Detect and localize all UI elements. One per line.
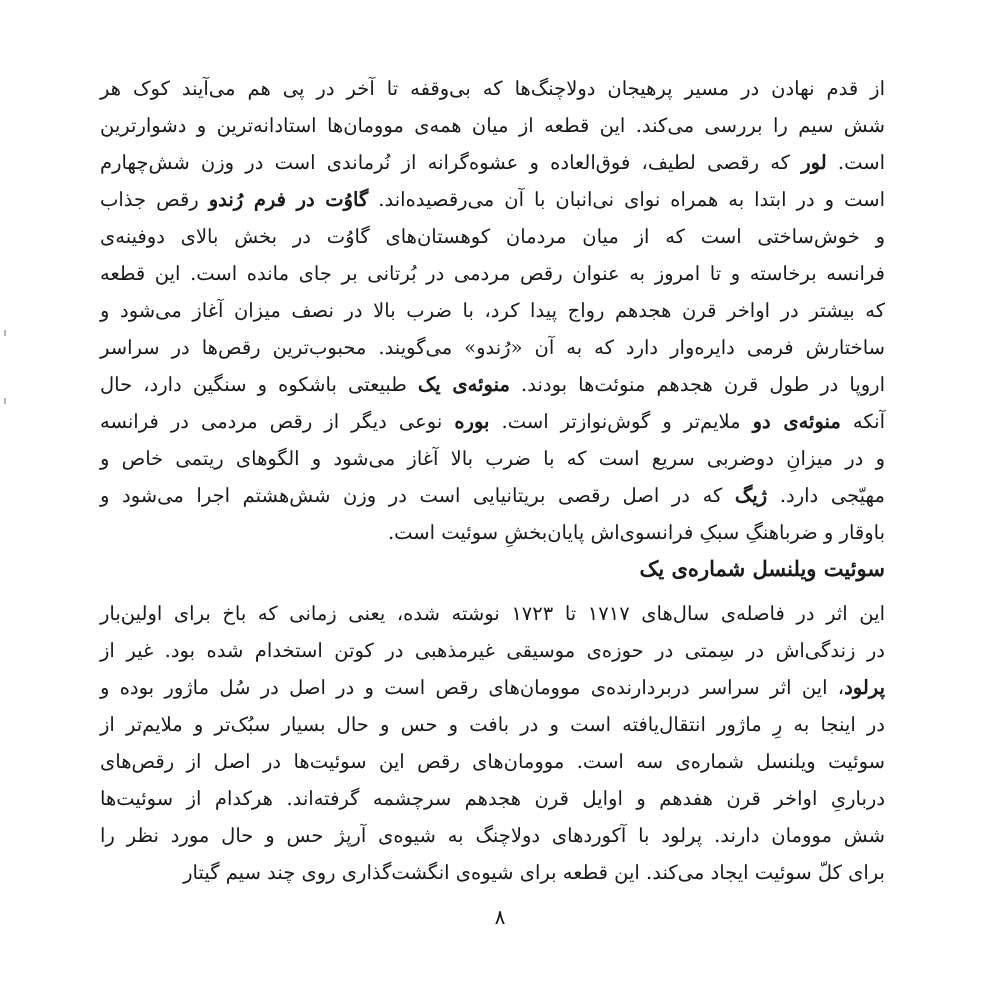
text-run: برای کلّ سوئیت ایجاد می‌کند. این قطعه برای شیوه‌ی انگشت‌گذاری روی چند سیم گیتار (183, 861, 885, 884)
text-line (100, 255, 885, 292)
text-line (100, 329, 885, 366)
text-run: اروپا در طول قرن هجدهم منوئت‌ها بودند. (509, 373, 886, 396)
text-line (100, 440, 885, 477)
text-line (100, 292, 885, 329)
text-run: است و در ابتدا به همراه نوای نی‌انبان با آن می‌رقصیده‌اند. (368, 188, 885, 211)
text-line (100, 107, 885, 144)
text-run: فرانسه برخاسته و تا امروز به عنوان رقص مردمی در بُرتانی بر جای مانده است. این قطعه (100, 262, 885, 285)
text-run: ساختارش فرمی دایره‌وار دارد که به آن «رُندو» می‌گویند. محبوب‌ترین رقص‌ها در سراسر (100, 336, 885, 359)
text-run: این اثر در فاصله‌ی سال‌های ۱۷۱۷ تا ۱۷۲۳ نوشته شده، یعنی زمانی که باخ برای اولین‌بار (100, 602, 885, 625)
text-run: و در میزانِ دوضربی سریع است که با ضرب بالا آغاز می‌شود و الگوهای ریتمی خاص و (100, 447, 885, 470)
text-run: که رقصی لطیف، فوق‌العاده و عشوه‌گرانه از نُرماندی است در وزن شش‌چهارم (100, 151, 802, 174)
text-run: در اینجا به رِ ماژور انتقال‌یافته است و در بافت و حس و حال بسیار سبُک‌تر و ملایم‌تر از (100, 713, 885, 736)
bold-term: منوئه‌ی دو (752, 410, 841, 433)
text-line (100, 743, 885, 780)
text-line (100, 854, 885, 891)
bold-term: ژیگ (734, 484, 768, 507)
bold-term: بوره (454, 410, 490, 433)
text-run: شش موومان دارند. پرلود با آکوردهای دولاچنگ به شیوه‌ی آرپژ حس و حال مورد نظر را (100, 824, 885, 847)
text-run: آنکه (840, 410, 885, 433)
text-run: رقص جذاب (100, 188, 209, 211)
text-line (100, 595, 885, 632)
section-heading: سوئیت ویلنسل شماره‌ی یک (639, 556, 885, 581)
text-run: از قدم نهادن در مسیر پرهیجان دولاچنگ‌ها که بی‌وقفه تا آخر در پی هم می‌آیند کوک هر (100, 77, 885, 100)
text-line (100, 144, 885, 181)
bold-term: پرلود (844, 676, 885, 699)
text-run: درباریِ اواخر قرن هفدهم و اوایل قرن هجدهم سرچشمه گرفته‌اند. هرکدام از سوئیت‌ها (100, 787, 885, 810)
text-run: ، این اثر سراسر دربردارنده‌ی موومان‌های رقص است و در اصل در سُل ماژور بوده و (100, 676, 845, 699)
text-run: در زندگی‌اش در سِمتی در حوزه‌ی موسیقی غیرمذهبی در کوتن استخدام شده بود. غیر از (100, 639, 885, 662)
bold-term: گاوُت در فرم رُندو (208, 188, 369, 211)
text-run: مهیّجی دارد. (767, 484, 885, 507)
text-run: ملایم‌تر و گوش‌نوازتر است. (489, 410, 753, 433)
text-run: است. (826, 151, 885, 174)
text-line (100, 817, 885, 854)
text-line (100, 218, 885, 255)
text-line (100, 780, 885, 817)
text-run: که در اصل رقصی بریتانیایی است در وزن شش‌هشتم اجرا می‌شود و (100, 484, 735, 507)
scan-margin-mark (4, 330, 6, 336)
text-run: باوقار و ضرباهنگِ سبکِ فرانسوی‌اش پایان‌بخشِ سوئیت است. (387, 521, 885, 544)
text-line (100, 477, 885, 514)
bold-term: لور (801, 151, 827, 174)
page-number: ۸ (494, 905, 506, 929)
text-line (100, 70, 885, 107)
bold-term: منوئه‌ی یک (417, 373, 510, 396)
text-run: و خوش‌ساختی است که از میان مردمان کوهستان‌های گاوُت در بخش بالای دوفینه‌ی (100, 225, 885, 248)
text-line (100, 706, 885, 743)
text-line (100, 366, 885, 403)
body-paragraph-2 (100, 595, 885, 891)
text-line (100, 632, 885, 669)
scan-margin-mark (4, 398, 6, 404)
text-line (100, 181, 885, 218)
text-run: سوئیت ویلنسل شماره‌ی سه است. موومان‌های رقص این سوئیت‌ها در اصل از رقص‌های (100, 750, 885, 773)
text-run: نوعی دیگر از رقص مردمی در فرانسه (100, 410, 455, 433)
text-run: که بیشتر در اواخر قرن هجدهم رواج پیدا کرد، با ضرب بالا در نصف میزان آغاز می‌شود و (100, 299, 885, 322)
text-run: شش سیم را بررسی می‌کند. این قطعه از میان همه‌ی موومان‌ها استادانه‌ترین و دشوارترین (100, 114, 885, 137)
body-paragraph-1 (100, 70, 885, 551)
text-line (100, 669, 885, 706)
text-line (100, 403, 885, 440)
text-run: طبیعتی باشکوه و سنگین دارد، حال (100, 373, 418, 396)
text-line (100, 514, 885, 551)
